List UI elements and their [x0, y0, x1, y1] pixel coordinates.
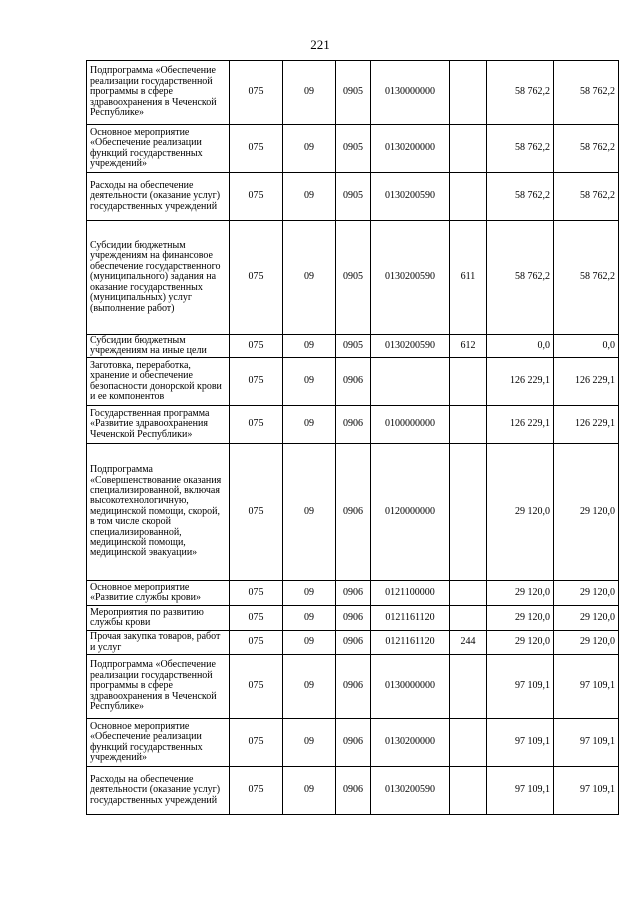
row-grbs-code: 075	[230, 335, 283, 358]
row-target-article-code: 0130200590	[371, 173, 450, 221]
row-grbs-code: 075	[230, 444, 283, 581]
row-subsection-code: 0905	[336, 61, 371, 125]
row-subsection-code: 0906	[336, 655, 371, 719]
table-row	[87, 631, 619, 655]
row-target-article-code: 0130200590	[371, 335, 450, 358]
row-amount-2: 29 120,0	[554, 631, 619, 655]
row-name: Субсидии бюджетным учреждениям на иные цели	[87, 335, 230, 358]
row-section-code: 09	[283, 631, 336, 655]
row-grbs-code: 075	[230, 581, 283, 606]
page-number: 221	[310, 37, 330, 52]
row-amount-1: 29 120,0	[487, 606, 554, 631]
row-subsection-code: 0905	[336, 221, 371, 335]
row-name: Подпрограмма «Обеспечение реализации государственной программы в сфере здравоохранения в Чеченской Республике»	[87, 61, 230, 125]
row-grbs-code: 075	[230, 719, 283, 767]
row-section-code: 09	[283, 655, 336, 719]
row-grbs-code: 075	[230, 358, 283, 406]
row-expense-type-code	[450, 655, 487, 719]
table-row	[87, 125, 619, 173]
row-amount-1: 29 120,0	[487, 581, 554, 606]
row-section-code: 09	[283, 221, 336, 335]
row-name: Подпрограмма «Обеспечение реализации государственной программы в сфере здравоохранения в Чеченской Республике»	[87, 655, 230, 719]
row-amount-2: 29 120,0	[554, 606, 619, 631]
row-expense-type-code	[450, 406, 487, 444]
row-amount-1: 126 229,1	[487, 358, 554, 406]
row-expense-type-code	[450, 767, 487, 815]
row-name: Государственная программа «Развитие здравоохранения Чеченской Республики»	[87, 406, 230, 444]
row-name: Субсидии бюджетным учреждениям на финансовое обеспечение государственного (муниципального) задания на оказание государственных (муниципальных) услуг (выполнение работ)	[87, 221, 230, 335]
row-amount-2: 58 762,2	[554, 221, 619, 335]
row-section-code: 09	[283, 173, 336, 221]
table-row	[87, 581, 619, 606]
row-subsection-code: 0906	[336, 358, 371, 406]
row-subsection-code: 0906	[336, 767, 371, 815]
table-row	[87, 221, 619, 335]
row-grbs-code: 075	[230, 406, 283, 444]
table-row	[87, 61, 619, 125]
table-row	[87, 719, 619, 767]
row-expense-type-code	[450, 444, 487, 581]
row-subsection-code: 0905	[336, 173, 371, 221]
row-expense-type-code	[450, 173, 487, 221]
row-amount-2: 126 229,1	[554, 406, 619, 444]
table-row	[87, 335, 619, 358]
row-grbs-code: 075	[230, 606, 283, 631]
row-name: Основное мероприятие «Развитие службы крови»	[87, 581, 230, 606]
row-subsection-code: 0905	[336, 125, 371, 173]
row-section-code: 09	[283, 719, 336, 767]
table-row	[87, 173, 619, 221]
row-section-code: 09	[283, 125, 336, 173]
row-amount-1: 58 762,2	[487, 61, 554, 125]
row-amount-2: 97 109,1	[554, 655, 619, 719]
row-subsection-code: 0905	[336, 335, 371, 358]
row-section-code: 09	[283, 406, 336, 444]
table-row	[87, 767, 619, 815]
row-subsection-code: 0906	[336, 631, 371, 655]
row-expense-type-code: 244	[450, 631, 487, 655]
row-target-article-code: 0130200590	[371, 767, 450, 815]
row-name: Основное мероприятие «Обеспечение реализации функций государственных учреждений»	[87, 125, 230, 173]
row-amount-2: 58 762,2	[554, 173, 619, 221]
row-target-article-code: 0121161120	[371, 606, 450, 631]
row-grbs-code: 075	[230, 173, 283, 221]
row-amount-1: 29 120,0	[487, 631, 554, 655]
table-row	[87, 358, 619, 406]
row-expense-type-code	[450, 581, 487, 606]
row-amount-2: 97 109,1	[554, 767, 619, 815]
row-expense-type-code	[450, 358, 487, 406]
row-expense-type-code	[450, 125, 487, 173]
row-amount-2: 58 762,2	[554, 61, 619, 125]
row-grbs-code: 075	[230, 125, 283, 173]
row-section-code: 09	[283, 61, 336, 125]
row-subsection-code: 0906	[336, 606, 371, 631]
row-expense-type-code	[450, 61, 487, 125]
row-target-article-code: 0120000000	[371, 444, 450, 581]
budget-table	[86, 60, 619, 815]
row-target-article-code: 0121100000	[371, 581, 450, 606]
row-subsection-code: 0906	[336, 719, 371, 767]
row-name: Прочая закупка товаров, работ и услуг	[87, 631, 230, 655]
row-amount-1: 97 109,1	[487, 767, 554, 815]
row-target-article-code: 0100000000	[371, 406, 450, 444]
row-grbs-code: 075	[230, 221, 283, 335]
row-subsection-code: 0906	[336, 581, 371, 606]
row-grbs-code: 075	[230, 767, 283, 815]
row-section-code: 09	[283, 444, 336, 581]
row-amount-1: 97 109,1	[487, 719, 554, 767]
row-name: Мероприятия по развитию службы крови	[87, 606, 230, 631]
row-section-code: 09	[283, 335, 336, 358]
row-target-article-code	[371, 358, 450, 406]
row-target-article-code: 0121161120	[371, 631, 450, 655]
table-row	[87, 606, 619, 631]
row-amount-1: 29 120,0	[487, 444, 554, 581]
row-amount-2: 29 120,0	[554, 581, 619, 606]
row-amount-1: 97 109,1	[487, 655, 554, 719]
row-expense-type-code: 611	[450, 221, 487, 335]
row-name: Основное мероприятие «Обеспечение реализации функций государственных учреждений»	[87, 719, 230, 767]
table-row	[87, 655, 619, 719]
row-expense-type-code: 612	[450, 335, 487, 358]
row-section-code: 09	[283, 358, 336, 406]
row-target-article-code: 0130200590	[371, 221, 450, 335]
row-grbs-code: 075	[230, 61, 283, 125]
row-expense-type-code	[450, 719, 487, 767]
row-name: Расходы на обеспечение деятельности (оказание услуг) государственных учреждений	[87, 173, 230, 221]
table-row	[87, 444, 619, 581]
row-target-article-code: 0130000000	[371, 61, 450, 125]
row-name: Подпрограмма «Совершенствование оказания специализированной, включая высокотехнологичную, медицинской помощи, скорой, в том числе скорой специализированной, медицинской помощи, медицинской эвакуации»	[87, 444, 230, 581]
row-name: Расходы на обеспечение деятельности (оказание услуг) государственных учреждений	[87, 767, 230, 815]
row-amount-1: 126 229,1	[487, 406, 554, 444]
row-amount-1: 58 762,2	[487, 125, 554, 173]
row-target-article-code: 0130000000	[371, 655, 450, 719]
row-section-code: 09	[283, 581, 336, 606]
row-expense-type-code	[450, 606, 487, 631]
row-amount-1: 58 762,2	[487, 173, 554, 221]
row-amount-1: 0,0	[487, 335, 554, 358]
row-amount-2: 58 762,2	[554, 125, 619, 173]
row-section-code: 09	[283, 606, 336, 631]
row-amount-2: 97 109,1	[554, 719, 619, 767]
row-amount-1: 58 762,2	[487, 221, 554, 335]
row-grbs-code: 075	[230, 631, 283, 655]
row-amount-2: 126 229,1	[554, 358, 619, 406]
table-row	[87, 406, 619, 444]
row-amount-2: 29 120,0	[554, 444, 619, 581]
row-name: Заготовка, переработка, хранение и обеспечение безопасности донорской крови и ее компонентов	[87, 358, 230, 406]
table-body	[87, 61, 619, 815]
row-subsection-code: 0906	[336, 406, 371, 444]
row-target-article-code: 0130200000	[371, 719, 450, 767]
row-section-code: 09	[283, 767, 336, 815]
row-subsection-code: 0906	[336, 444, 371, 581]
row-target-article-code: 0130200000	[371, 125, 450, 173]
row-amount-2: 0,0	[554, 335, 619, 358]
row-grbs-code: 075	[230, 655, 283, 719]
